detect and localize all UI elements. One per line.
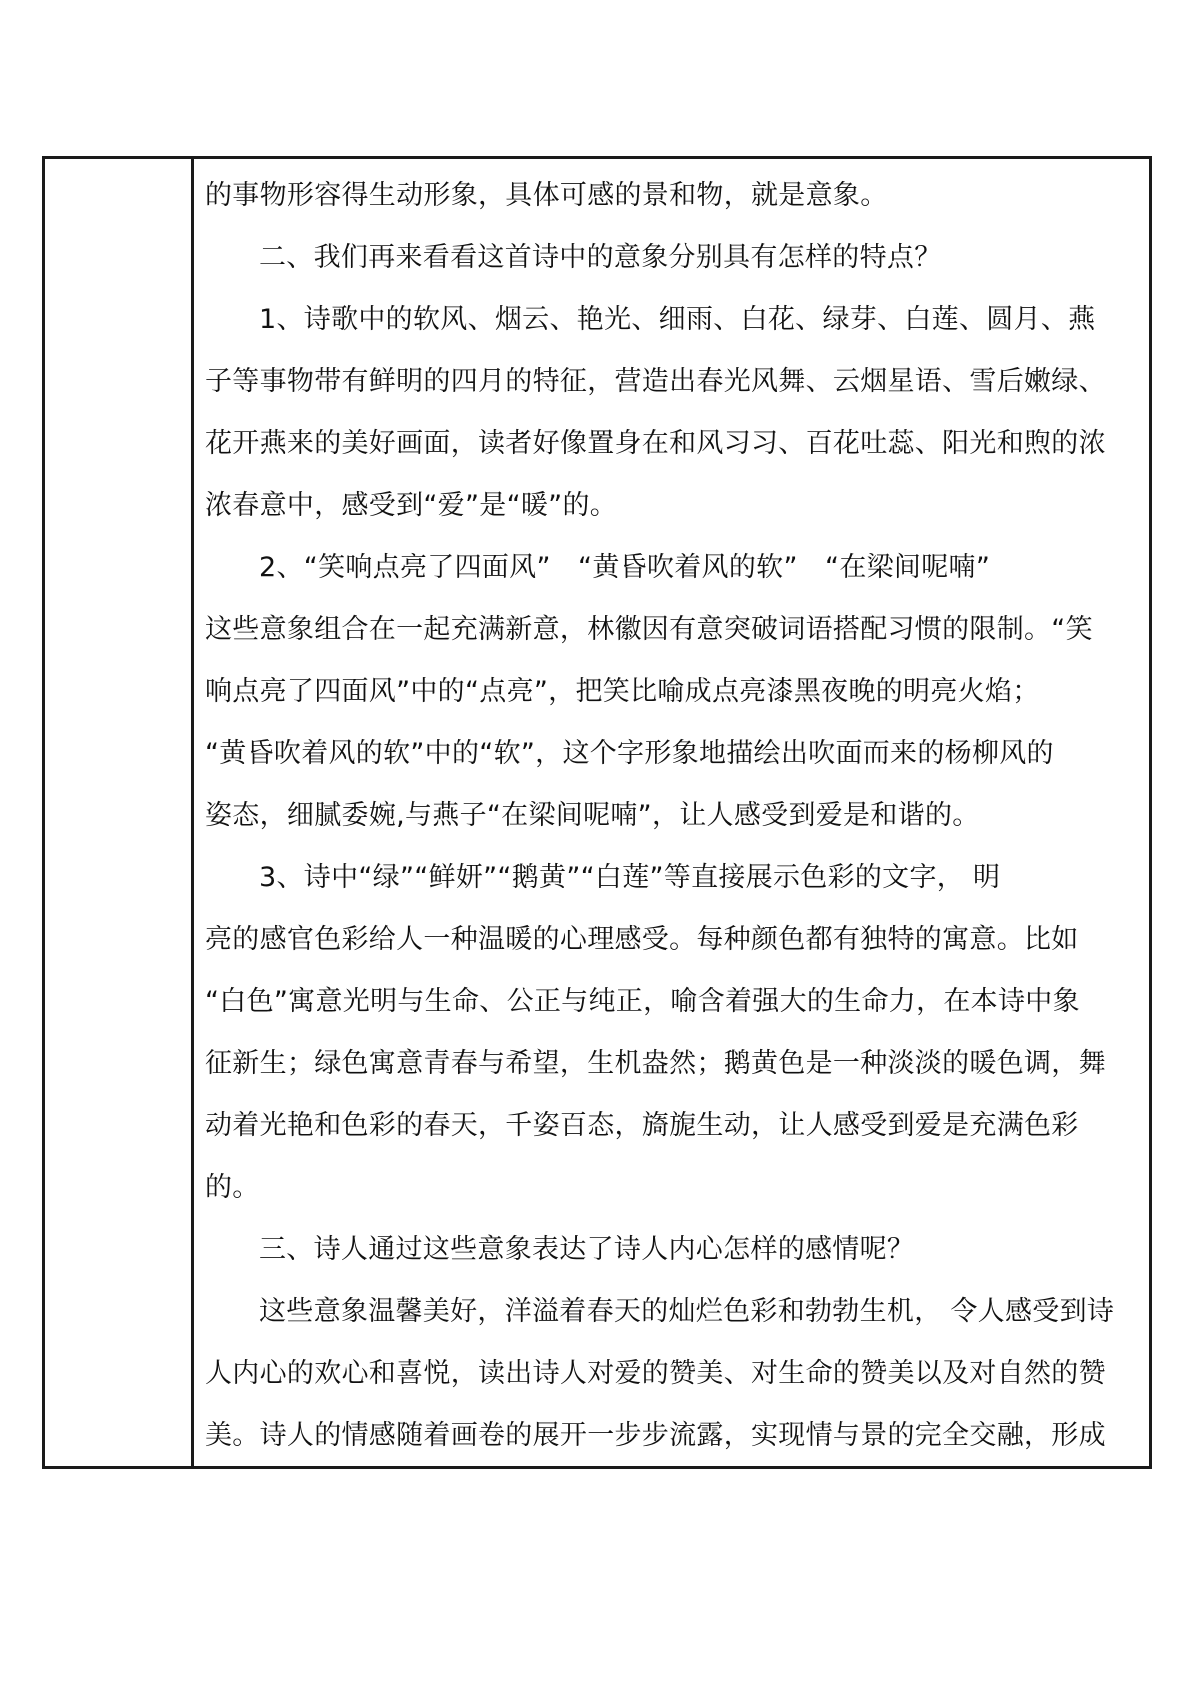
text-line: 这些意象温馨美好，洋溢着春天的灿烂色彩和勃勃生机， 令人感受到诗: [259, 1296, 1115, 1327]
table-bottom-border: [42, 1466, 1152, 1469]
table-content-cell: [205, 165, 1140, 1467]
text-line: 人内心的欢心和喜悦，读出诗人对爱的赞美、对生命的赞美以及对自然的赞: [205, 1358, 1106, 1389]
text-line: 响点亮了四面风”中的“点亮”，把笑比喻成点亮漆黑夜晚的明亮火焰；: [205, 676, 1040, 707]
text-line: 1、诗歌中的软风、烟云、艳光、细雨、白花、绿芽、白莲、圆月、燕: [259, 304, 1096, 335]
text-line: 2、“笑响点亮了四面风” “黄昏吹着风的软” “在梁间呢喃”: [259, 552, 991, 583]
document-table: [42, 156, 1152, 1466]
paragraph: [205, 227, 1140, 289]
text-line: 的。: [205, 1172, 260, 1203]
paragraph: [205, 847, 1140, 1219]
text-line: 3、诗中“绿”“鲜妍”“鹅黄”“白莲”等直接展示色彩的文字， 明: [259, 862, 1001, 893]
text-line: “黄昏吹着风的软”中的“软”，这个字形象地描绘出吹面而来的杨柳风的: [205, 738, 1054, 769]
text-line: 亮的感官色彩给人一种温暖的心理感受。每种颜色都有独特的寓意。比如: [205, 924, 1079, 955]
table-left-cell: [45, 159, 194, 1466]
text-line: 浓春意中，感受到“爱”是“暖”的。: [205, 490, 618, 521]
text-line: 子等事物带有鲜明的四月的特征，营造出春光风舞、云烟星语、雪后嫩绿、: [205, 366, 1106, 397]
paragraph: [205, 165, 1140, 227]
text-line: 二、我们再来看看这首诗中的意象分别具有怎样的特点？: [259, 242, 942, 273]
text-line: 的事物形容得生动形象，具体可感的景和物，就是意象。: [205, 180, 888, 211]
text-line: “白色”寓意光明与生命、公正与纯正，喻含着强大的生命力，在本诗中象: [205, 986, 1080, 1017]
paragraph: [205, 1219, 1140, 1281]
text-line: 征新生；绿色寓意青春与希望，生机盎然；鹅黄色是一种淡淡的暖色调，舞: [205, 1048, 1106, 1079]
text-line: 姿态，细腻委婉,与燕子“在梁间呢喃”，让人感受到爱是和谐的。: [205, 800, 980, 831]
text-line: 这些意象组合在一起充满新意，林徽因有意突破词语搭配习惯的限制。“笑: [205, 614, 1093, 645]
text-line: 三、诗人通过这些意象表达了诗人内心怎样的感情呢？: [259, 1234, 915, 1265]
paragraph: [205, 289, 1140, 537]
paragraph: [205, 1281, 1140, 1467]
paragraph: [205, 537, 1140, 847]
text-line: 动着光艳和色彩的春天，千姿百态，旖旎生动，让人感受到爱是充满色彩: [205, 1110, 1079, 1141]
text-line: 花开燕来的美好画面，读者好像置身在和风习习、百花吐蕊、阳光和煦的浓: [205, 428, 1106, 459]
text-line: 美。诗人的情感随着画卷的展开一步步流露，实现情与景的完全交融，形成: [205, 1420, 1106, 1451]
